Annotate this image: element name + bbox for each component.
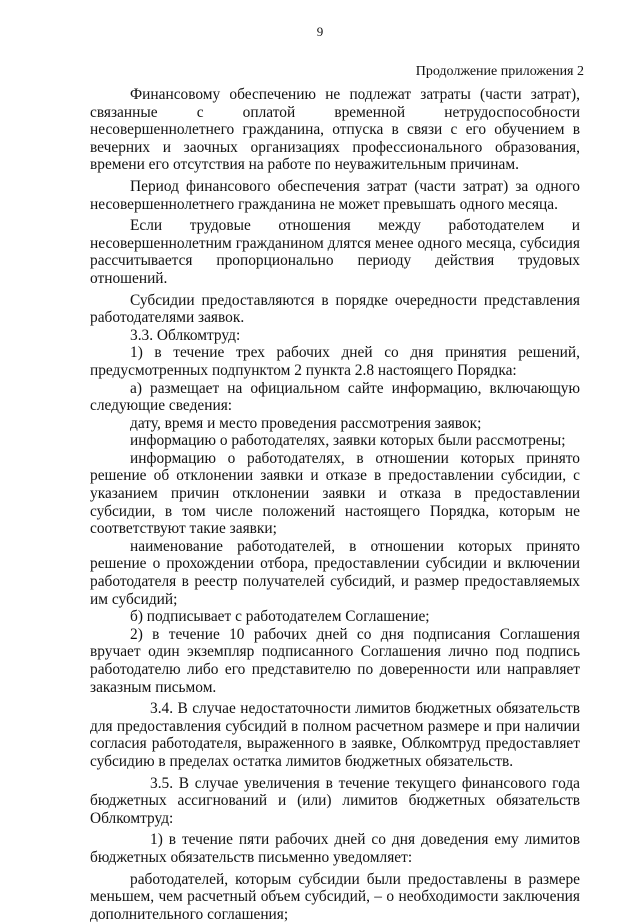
- list-item: информацию о работодателях, в отношении которых принято решение об отклонении заявки и отказе в предоставлении субсидии, с указанием причин отклонении заявки и отказа в предоставлении субсидии, в том числе положений настоящего Порядка, которым не соответствуют такие заявки;: [90, 449, 580, 538]
- appendix-label: Продолжение приложения 2: [415, 64, 584, 79]
- paragraph: Субсидии предоставляются в порядке очередности представления работодателями заявок.: [90, 291, 580, 327]
- paragraph: 3.4. В случае недостаточности лимитов бюджетных обязательств для предоставления субсидий в полном расчетном размере и при наличии согласия работодателя, выраженного в заявке, Облкомтруд предоставляет субсидию в пределах остатка лимитов бюджетных обязательств.: [90, 700, 580, 770]
- list-item: наименование работодателей, в отношении которых принято решение о прохождении отбора, предоставлении субсидии и включении работодателя в реестр получателей субсидий, и размер предоставляемых им субсидий;: [90, 537, 580, 608]
- paragraph: Финансовому обеспечению не подлежат затраты (части затрат), связанные с оплатой временной нетрудоспособности несовершеннолетнего гражданина, отпуска в связи с его обучением в вечерних и заочных организациях профессионального образования, времени его отсутствия на работе по неуважительным причинам.: [90, 86, 580, 174]
- paragraph: 2) в течение 10 рабочих дней со дня подписания Соглашения вручает один экземпляр подписанного Соглашения лично под подпись работодателю либо его представителю по доверенности или направляет заказным письмом.: [90, 625, 580, 696]
- paragraph: 3.5. В случае увеличения в течение текущего финансового года бюджетных ассигнований и (или) лимитов бюджетных обязательств Облкомтруд:: [90, 774, 580, 827]
- list-item: информацию о работодателях, заявки которых были рассмотрены;: [130, 432, 566, 450]
- paragraph: работодателей, которым субсидии были предоставлены в размере меньшем, чем расчетный объем субсидий, – о необходимости заключения дополнительного соглашения;: [90, 870, 580, 923]
- paragraph: б) подписывает с работодателем Соглашение;: [130, 608, 430, 626]
- paragraph: 1) в течение пяти рабочих дней со дня доведения ему лимитов бюджетных обязательств письменно уведомляет:: [90, 831, 580, 866]
- list-item: дату, время и место проведения рассмотрения заявок;: [130, 414, 482, 432]
- paragraph: 1) в течение трех рабочих дней со дня принятия решений, предусмотренных подпунктом 2 пункта 2.8 настоящего Порядка:: [90, 344, 580, 379]
- paragraph: Период финансового обеспечения затрат (части затрат) за одного несовершеннолетнего гражданина не может превышать одного месяца.: [90, 177, 580, 213]
- document-body: [90, 86, 580, 923]
- paragraph: а) размещает на официальном сайте информацию, включающую следующие сведения:: [90, 379, 580, 415]
- paragraph: Если трудовые отношения между работодателем и несовершеннолетним гражданином длятся менее одного месяца, субсидия рассчитывается пропорционально периоду действия трудовых отношений.: [90, 217, 580, 287]
- page-number: 9: [316, 24, 324, 39]
- section-heading: 3.3. Облкомтруд:: [130, 326, 241, 344]
